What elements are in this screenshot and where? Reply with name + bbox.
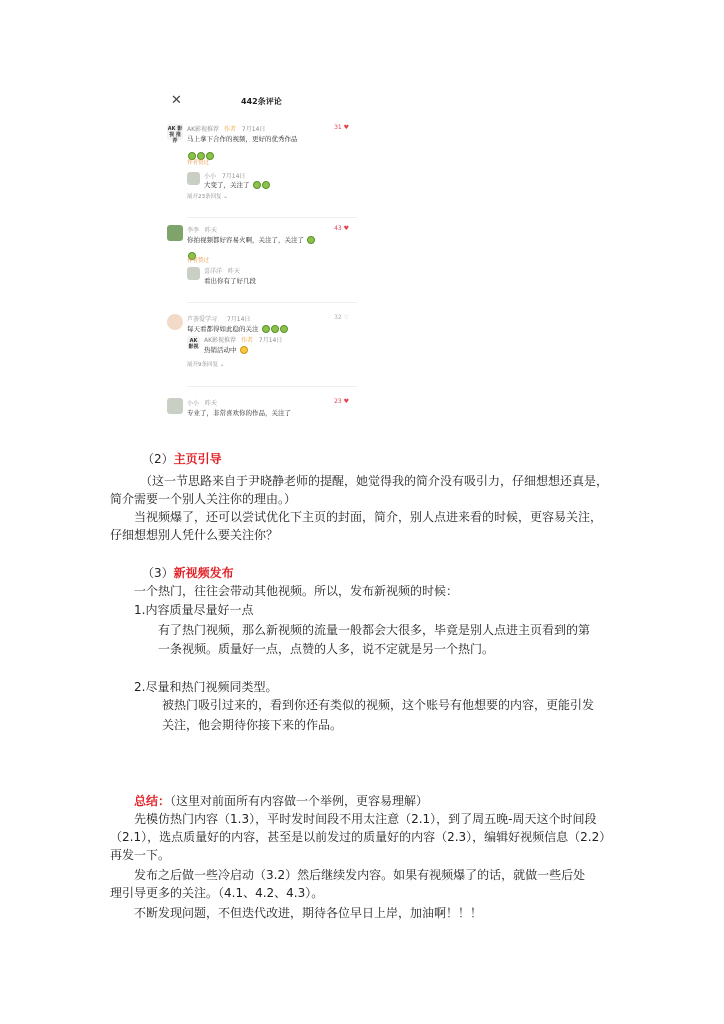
paragraph-line: 一个热门，往往会带动其他视频。所以，发布新视频的时候： (134, 584, 459, 598)
comment-user[interactable]: 小小 (187, 400, 200, 407)
comment-count-title: 442条评论 (241, 97, 282, 106)
comment-user[interactable]: 李李 (187, 227, 200, 234)
comment-user[interactable]: 芦荟爱学习 (187, 316, 218, 323)
paragraph-line: 发布之后做一些冷启动（3.2）然后继续发内容。如果有视频爆了的话，就做一些后处 (134, 868, 586, 882)
reply-user[interactable]: 小小 (204, 173, 217, 180)
comment-item (163, 225, 359, 305)
comment-date: 7月14日 (226, 316, 251, 323)
reply-date: 7月14日 (221, 173, 246, 180)
avatar[interactable] (187, 172, 200, 185)
close-icon[interactable]: ✕ (171, 93, 182, 108)
comment-item (163, 398, 359, 420)
paragraph-line: 关注，他会期待你接下来的作品。 (162, 718, 343, 732)
paragraph-line: 简介需要一个别人关注你的理由。） (110, 492, 297, 506)
comment-text: 马上拿下合作的视频，更好的优秀作品 (187, 135, 298, 143)
emoji-icon (262, 325, 270, 333)
comment-text: 专业了，非常喜欢你的作品，关注了 (187, 409, 291, 417)
comment-user[interactable]: AK影视推荐 (187, 126, 220, 133)
expand-replies-link[interactable]: 展开9条回复 ⌄ (187, 362, 225, 368)
section-number: （3） (142, 566, 174, 580)
expand-replies-link[interactable]: 展开23条回复 ⌄ (187, 194, 228, 200)
reply-date: 昨天 (227, 268, 240, 275)
author-liked-label: 作者赞过 (187, 160, 210, 166)
comment-text: 你拍视频都好容易火啊，关注了，关注了 (187, 236, 304, 244)
paragraph-line: 一条视频。质量好一点，点赞的人多，说不定就是另一个热门。 (158, 642, 495, 656)
divider (187, 302, 357, 303)
author-badge: 作者 (223, 126, 236, 133)
emoji-icon (240, 346, 248, 354)
avatar[interactable] (187, 267, 200, 280)
author-liked-label: 作者赞过 (187, 258, 210, 264)
list-item-title: 2.尽量和热门视频同类型。 (134, 680, 278, 694)
paragraph-line: 不断发现问题，不但迭代改进，期待各位早日上岸，加油啊！！！ (134, 906, 483, 920)
comment-date: 昨天 (204, 227, 217, 234)
paragraph-line: 再发一下。 (110, 848, 171, 862)
summary-note: （这里对前面所有内容做一个举例，更容易理解） (170, 794, 429, 808)
comment-date: 7月14日 (241, 126, 266, 133)
reply-text: 看出你有了好几段 (204, 277, 256, 285)
section-heading (142, 565, 234, 581)
comment-header (163, 90, 359, 114)
paragraph-line: 被热门吸引过来的，看到你还有类似的视频，这个账号有他想要的内容，更能引发 (162, 698, 595, 712)
like-count[interactable]: 31 ♥ (334, 124, 349, 131)
avatar[interactable]: AK 影视 (188, 338, 199, 350)
like-count[interactable]: 32 ♡ (334, 314, 349, 321)
comment-screenshot (163, 90, 359, 420)
paragraph-line: 理引导更多的关注。（4.1、4.2、4.3）。 (110, 886, 324, 900)
like-count[interactable]: 43 ♥ (334, 225, 349, 232)
comment-item (163, 314, 359, 384)
emoji-icon (271, 325, 279, 333)
divider (187, 217, 357, 218)
emoji-icon (262, 181, 270, 189)
paragraph-line: （2.1），选点质量好的内容，甚至是以前发过的质量好的内容（2.3），编辑好视频信息（2.2） (110, 830, 612, 844)
summary-label: 总结： (134, 794, 171, 808)
emoji-icon (253, 181, 261, 189)
section-title: 新视频发布 (173, 566, 234, 580)
list-item-title: 1.内容质量尽量好一点 (134, 603, 254, 617)
emoji-icon (280, 325, 288, 333)
divider (187, 386, 357, 387)
reply-text: 热销活动中 (204, 346, 237, 354)
comment-item (163, 124, 359, 212)
section-number: （2） (142, 452, 174, 466)
avatar[interactable] (167, 314, 183, 330)
avatar[interactable]: AK 影视 推荐 (167, 126, 183, 144)
section-heading (142, 451, 222, 467)
paragraph-line: 先模仿热门内容（1.3），平时发时间段不用太注意（2.1），到了周五晚-周天这个时间段 (134, 812, 597, 826)
paragraph-line: （这一节思路来自于尹晓静老师的提醒，她觉得我的简介没有吸引力，仔细想想还真是， (140, 474, 609, 488)
reply-text: 大变了，关注了 (204, 181, 250, 189)
paragraph-line: 当视频爆了，还可以尝试优化下主页的封面，简介，别人点进来看的时候，更容易关注， (134, 510, 603, 524)
paragraph-line: 有了热门视频，那么新视频的流量一般都会大很多，毕竟是别人点进主页看到的第 (158, 623, 591, 637)
comment-text: 每天看都得如此稳的关注 (187, 325, 259, 333)
like-count[interactable]: 23 ♥ (334, 398, 349, 405)
summary-heading (134, 793, 428, 809)
avatar[interactable] (167, 398, 183, 414)
comment-date: 昨天 (204, 400, 217, 407)
emoji-icon (307, 236, 315, 244)
paragraph-line: 仔细想想别人凭什么要关注你？ (110, 528, 279, 542)
reply-user[interactable]: 喜洋洋 (204, 268, 223, 275)
reply-user[interactable]: AK影视推荐 (204, 337, 237, 344)
avatar[interactable] (167, 225, 183, 241)
reply-date: 7月14日 (258, 337, 283, 344)
author-badge: 作者 (240, 337, 253, 344)
section-title: 主页引导 (173, 452, 222, 466)
